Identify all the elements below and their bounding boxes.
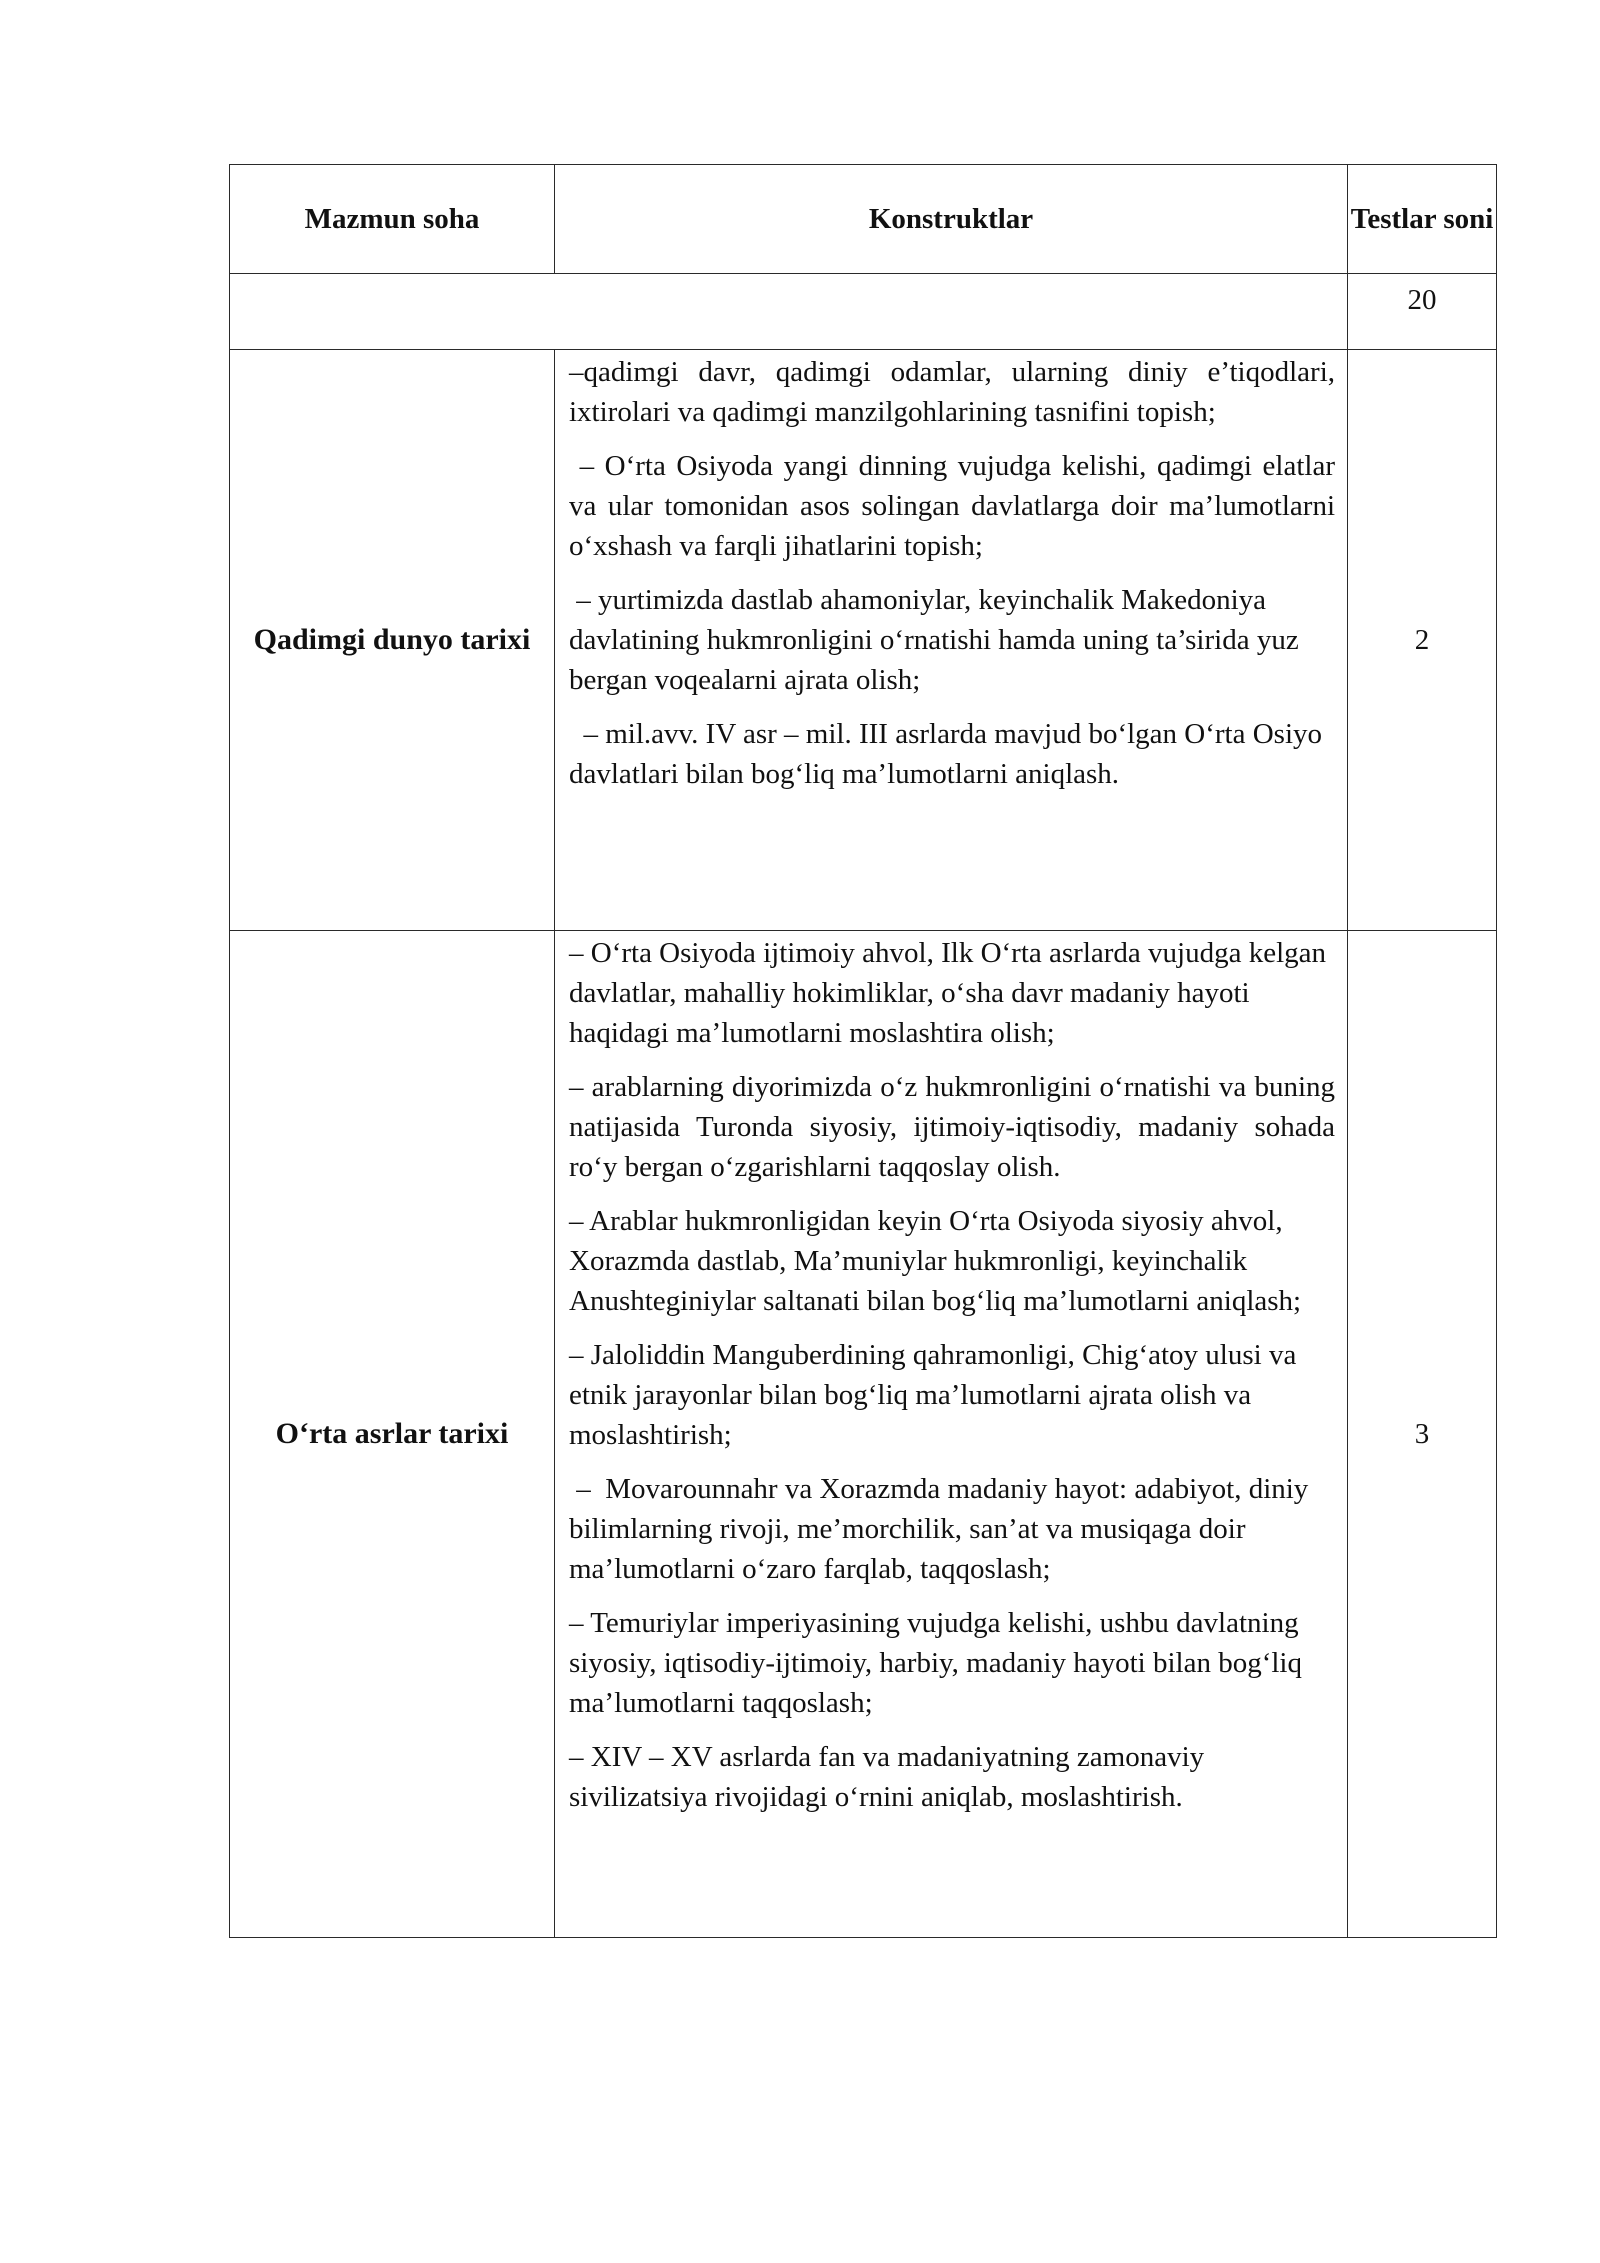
konstruktlar-cell [555, 350, 1348, 931]
konstruktlar-cell [555, 931, 1348, 1938]
total-count: 20 [1348, 274, 1497, 350]
konstrukt-item: – O‘rta Osiyoda ijtimoiy ahvol, Ilk O‘rta asrlarda vujudga kelgan davlatlar, mahalliy hokimliklar, o‘sha davr madaniy hayoti haqidagi ma’lumotlarni moslashtira olish; [569, 937, 1334, 1049]
konstrukt-item: – XIV – XV asrlarda fan va madaniyatning zamonaviy sivilizatsiya rivojidagi o‘rnini aniqlab, moslashtirish. [569, 1741, 1212, 1813]
konstrukt-item: – mil.avv. IV asr – mil. III asrlarda mavjud bo‘lgan O‘rta Osiyo davlatlari bilan bog‘liq ma’lumotlarni aniqlash. [569, 718, 1330, 790]
total-empty-cell [230, 274, 1348, 350]
testlar-soni-cell: 2 [1348, 350, 1497, 931]
konstrukt-item: –qadimgi davr, qadimgi odamlar, ularning diniy e’tiqodlari, ixtirolari va qadimgi manzilgohlarining tasnifini topish; [569, 356, 1343, 428]
table-header-row [230, 165, 1497, 274]
header-konstruktlar: Konstruktlar [555, 165, 1348, 274]
table-row [230, 931, 1497, 1938]
header-testlar-soni: Testlar soni [1348, 165, 1497, 274]
konstrukt-item: – Jaloliddin Manguberdining qahramonligi, Chig‘atoy ulusi va etnik jarayonlar bilan bog‘liq ma’lumotlarni ajrata olish va moslashtirish; [569, 1339, 1304, 1451]
konstrukt-item: – Arablar hukmronligidan keyin O‘rta Osiyoda siyosiy ahvol, Xorazmda dastlab, Ma’muniylar hukmronligi, keyinchalik Anushteginiylar saltanati bilan bog‘liq ma’lumotlarni aniqlash; [569, 1205, 1302, 1317]
testlar-soni-cell: 3 [1348, 931, 1497, 1938]
total-row [230, 274, 1497, 350]
soha-cell: Qadimgi dunyo tarixi [230, 350, 555, 931]
konstrukt-item: – O‘rta Osiyoda yangi dinning vujudga kelishi, qadimgi elatlar va ular tomonidan asos solingan davlatlarga doir ma’lumotlarni o‘xshash va farqli jihatlarini topish; [569, 450, 1343, 562]
konstrukt-item: – yurtimizda dastlab ahamoniylar, keyinchalik Makedoniya davlatining hukmronligini o‘rnatishi hamda uning ta’sirida yuz bergan voqealarni ajrata olish; [569, 584, 1306, 696]
content-table [229, 164, 1497, 1938]
konstrukt-item: – Movarounnahr va Xorazmda madaniy hayot: adabiyot, diniy bilimlarning rivoji, me’morchilik, san’at va musiqaga doir ma’lumotlarni o‘zaro farqlab, taqqoslash; [569, 1473, 1316, 1585]
soha-cell: O‘rta asrlar tarixi [230, 931, 555, 1938]
table-row [230, 350, 1497, 931]
header-mazmun-soha: Mazmun soha [230, 165, 555, 274]
konstrukt-item: – Temuriylar imperiyasining vujudga kelishi, ushbu davlatning siyosiy, iqtisodiy-ijtimoiy, harbiy, madaniy hayoti bilan bog‘liq ma’lumotlarni taqqoslash; [569, 1607, 1310, 1719]
konstrukt-item: – arablarning diyorimizda o‘z hukmronligini o‘rnatishi va buning natijasida Turonda siyosiy, ijtimoiy-iqtisodiy, madaniy sohada ro‘y bergan o‘zgarishlarni taqqoslay olish. [569, 1071, 1343, 1183]
